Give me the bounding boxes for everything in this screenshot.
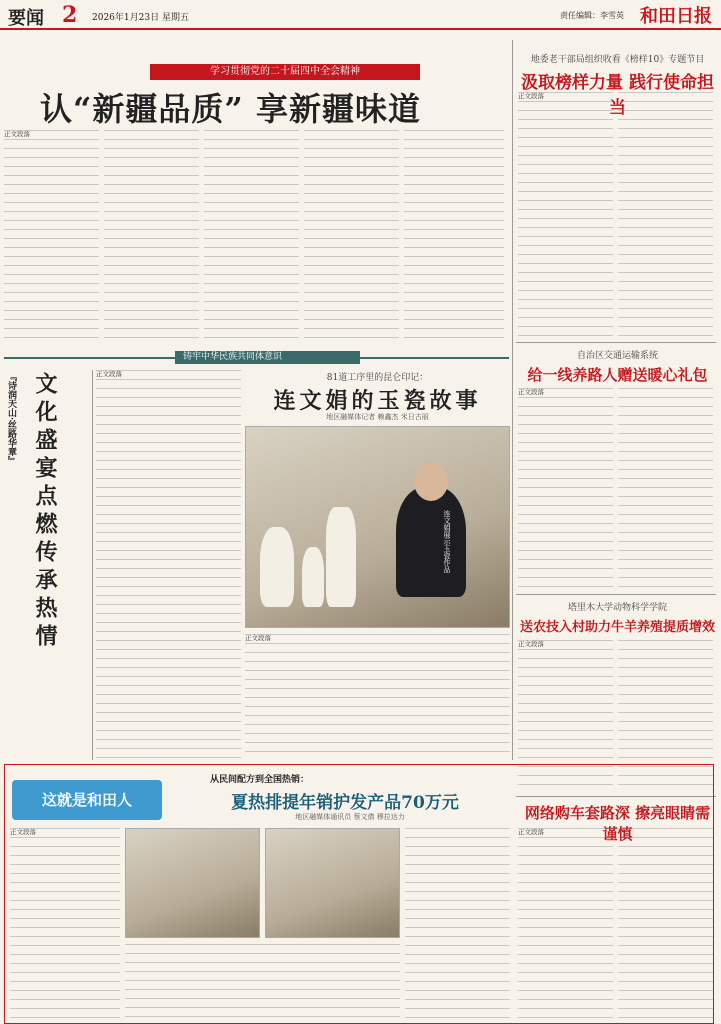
bottom-body-col1: [10, 828, 120, 1018]
editor-line: 责任编辑：李雪英: [560, 11, 624, 20]
right-top-body-col1: [518, 92, 613, 337]
right-mid-body-text: 正文段落: [518, 388, 544, 396]
right-mid-body-col2: [618, 388, 713, 588]
person-head: [414, 463, 448, 501]
column-divider: [92, 370, 93, 760]
divider: [516, 342, 716, 343]
right-mid2-body-text: 正文段落: [518, 640, 544, 648]
right-top-kicker: 地委老干部局组织收看《榜样10》专题节目: [530, 55, 705, 65]
section-label: 要闻: [8, 8, 44, 29]
column-divider: [512, 40, 513, 760]
right-bottom-headline: 网络购车套路深 擦亮眼睛需谨慎: [524, 804, 711, 843]
right-mid2-kicker: 塔里木大学动物科学学院: [567, 603, 667, 613]
bottom-photo-right: [265, 828, 400, 938]
person-figure: [396, 487, 466, 597]
lead-body-col1: [4, 130, 99, 340]
right-top-headline: 汲取榜样力量 践行使命担当: [521, 73, 714, 118]
issue-date: 2026年1月23日 星期五: [92, 13, 189, 23]
bottom-kicker: 从民间配方到全国热销：: [210, 775, 310, 785]
feature-byline: 地区融媒体记者 赖鑫杰 米日古丽: [326, 413, 429, 421]
left-vertical-body: [96, 370, 241, 758]
left-vertical-headline: 文化盛宴点燃传承热情: [32, 372, 58, 652]
newspaper-logo: 和田日报: [640, 6, 712, 27]
lead-body-col2: [104, 130, 199, 340]
bottom-headline: 夏热排提年销护发产品70万元: [231, 793, 459, 813]
right-mid-kicker: 自治区交通运输系统: [576, 351, 658, 361]
lead-body-col4: [304, 130, 399, 340]
right-top-body-text: 正文段落: [518, 92, 544, 100]
right-bottom-body-text: 正文段落: [518, 828, 544, 836]
photo-caption: 连文娟展示玉瓷作品: [443, 510, 451, 573]
topic-banner: 学习贯彻党的二十届四中全会精神: [150, 64, 420, 80]
feature-photo: [245, 426, 510, 628]
column-tag: 这就是和田人: [12, 780, 162, 820]
bottom-body-col2: [125, 944, 400, 1018]
bottom-body-col3: [405, 828, 510, 1018]
feature-body: [245, 634, 510, 758]
bottom-photo-left: [125, 828, 260, 938]
right-mid-headline: 给一线养路人赠送暖心礼包: [527, 366, 708, 384]
right-mid2-headline: 送农技入村助力牛羊养殖提质增效: [520, 620, 716, 635]
lead-body-col5: [404, 130, 504, 340]
lead-body-text: 正文段落: [4, 130, 30, 138]
feature-body-text: 正文段落: [245, 634, 271, 642]
left-vertical-body-text: 正文段落: [96, 370, 122, 378]
section-bar: 铸牢中华民族共同体意识: [175, 351, 360, 364]
lead-headline: 认“新疆品质” 享新疆味道: [40, 90, 421, 128]
divider: [516, 594, 716, 595]
page-number: 2: [62, 2, 78, 28]
right-mid-body-col1: [518, 388, 613, 588]
bottom-byline: 地区融媒体通讯员 蔡文倩 穆拉达力: [295, 813, 405, 821]
bottom-body-text: 正文段落: [10, 828, 36, 836]
feature-headline: 连文娟的玉瓷故事: [273, 388, 482, 414]
right-top-body-col2: [618, 92, 713, 337]
page-header: [0, 0, 721, 30]
feature-kicker: 81道工序里的昆仑印记：: [326, 373, 429, 383]
lead-body-col3: [204, 130, 299, 340]
left-vertical-kicker: 『诗润天山·丝路华章』: [6, 372, 16, 466]
